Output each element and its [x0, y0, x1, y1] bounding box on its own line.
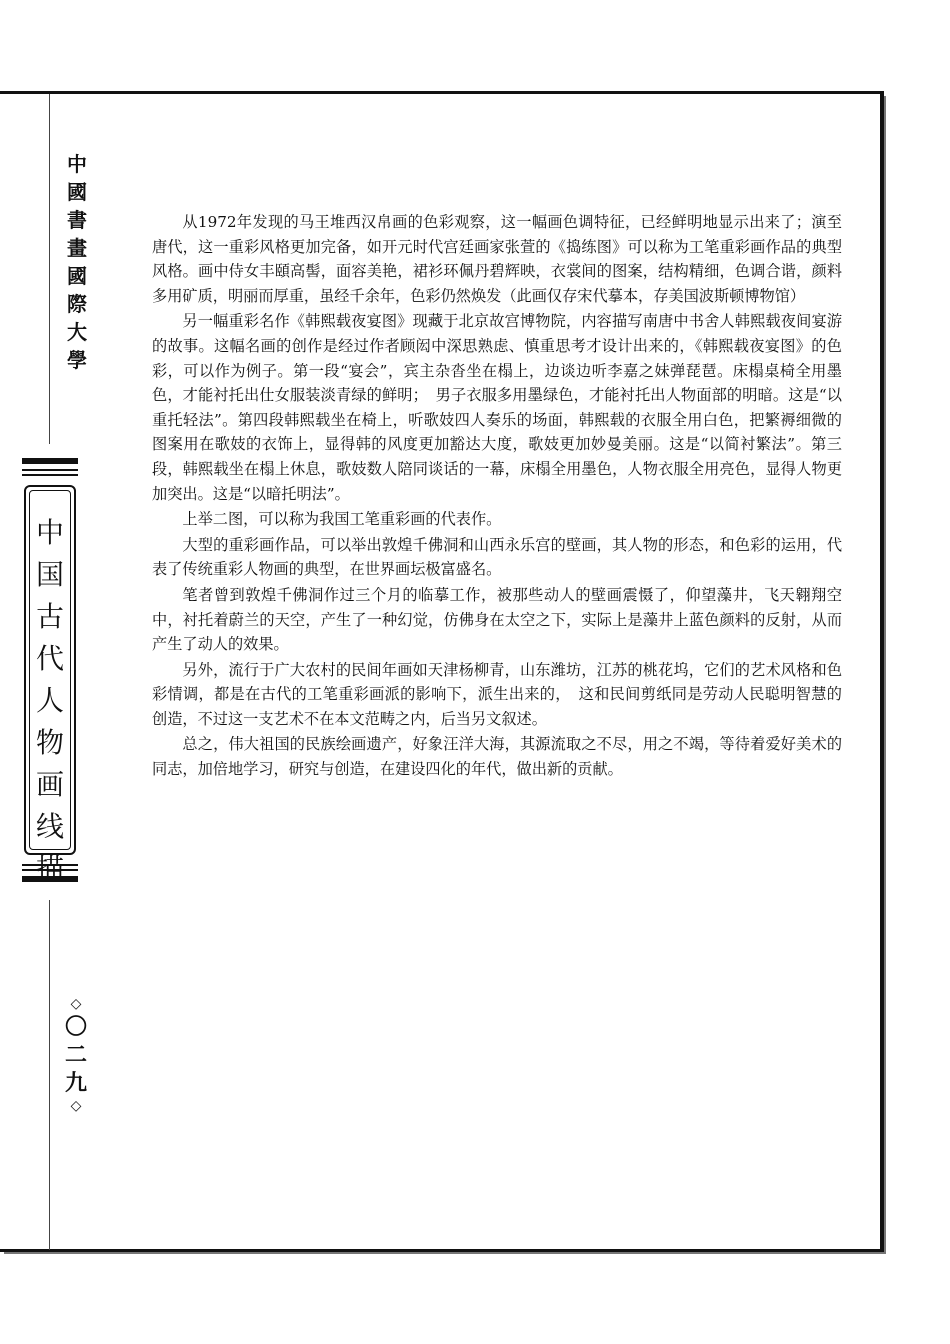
page-number [58, 995, 94, 1115]
cartouche-top-bar-thin [22, 469, 78, 471]
series-title-char: 國 [67, 180, 87, 204]
cartouche-bottom-bar-thin [22, 864, 78, 866]
series-title-char: 畫 [67, 236, 87, 260]
paragraph: 总之，伟大祖国的民族绘画遗产，好象汪洋大海，其源流取之不尽，用之不竭，等待着爱好美术的同志，加倍地学习，研究与创造，在建设四化的年代，做出新的贡献。 [152, 735, 842, 779]
paragraph: 上举二图，可以称为我国工笔重彩画的代表作。 [182, 510, 502, 529]
series-title-char: 際 [67, 292, 87, 316]
page-number-digit: 〇 [64, 1014, 87, 1040]
series-title-char: 書 [67, 208, 87, 232]
body-text [152, 210, 842, 782]
page-frame-top [0, 91, 884, 94]
book-title-char: 代 [35, 642, 64, 675]
cartouche-bottom-bar-thick [22, 876, 78, 882]
paragraph: 另外，流行于广大农村的民间年画如天津杨柳青，山东潍坊，江苏的桃花坞，它们的艺术风格和色彩情调，都是在古代的工笔重彩画派的影响下，派生出来的， 这和民间剪纸同是劳动人民聪明智慧的创造，不过这一支艺术不在本文范畴之内，后当另文叙述。 [152, 660, 842, 728]
cartouche-bottom-bar-thin [22, 869, 78, 871]
series-title [62, 150, 92, 374]
page-number-digit: 九 [64, 1070, 87, 1096]
paragraph: 笔者曾到敦煌千佛洞作过三个月的临摹工作，被那些动人的壁画震慑了，仰望藻井，飞天翱翔空中，衬托着蔚兰的天空，产生了一种幻觉，仿佛身在太空之下，实际上是藻井上蓝色颜料的反射，从而产生了动人的效果。 [152, 585, 842, 654]
book-title-char: 画 [35, 768, 64, 801]
book-title-char: 人 [35, 684, 64, 717]
paragraph: 从1972年发现的马王堆西汉帛画的色彩观察，这一幅画色调特征，已经鲜明地显示出来了；演至唐代，这一重彩风格更加完备，如开元时代宫廷画家张萱的《捣练图》可以称为工笔重彩画作品的典型风格。画中侍女丰頤高髻，面容美艳，裙衫环佩丹碧辉映，衣裳间的图案，结构精细，色调合谐，颜料多用矿质，明丽而厚重，虽经千余年，色彩仍然焕发（此画仅存宋代摹本，存美国波斯顿博物馆） [152, 213, 842, 305]
paragraph: 另一幅重彩名作《韩熙载夜宴图》现藏于北京故宫博物院，内容描写南唐中书舍人韩熙载夜间宴游的故事。这幅名画的创作是经过作者顾闳中深思熟虑、慎重思考才设计出来的，《韩熙载夜宴图》的色彩，可以作为例子。第一段“宴会”，宾主杂沓坐在榻上，边谈边听李嘉之妹弹琵琶。床榻桌椅全用墨色，才能衬托出仕女服装淡青绿的鲜明； 男子衣服多用墨绿色，才能衬托出人物面部的明暗。这是“以重托轻法”。第四段韩熙载坐在椅上，听歌妓四人奏乐的场面，韩熙载的衣服全用白色，把繁褥细微的图案用在歌妓的衣饰上，显得韩的风度更加豁达大度，歌妓更加妙曼美丽。这是“以简衬繁法”。第三段，韩熙载坐在榻上休息，歌妓数人陪同谈话的一幕，床榻全用墨色，人物衣服全用亮色，显得人物更加突出。这是“以暗托明法”。 [152, 312, 842, 503]
cartouche-top-bar-thick [22, 458, 78, 464]
book-title-char: 古 [35, 600, 64, 633]
book-title-char: 物 [35, 726, 64, 759]
book-title [30, 512, 70, 890]
book-title-char: 国 [35, 558, 64, 591]
page-frame-shadow-right [884, 96, 886, 1254]
spine-rule-upper [49, 94, 50, 444]
diamond-ornament-icon: ◇ [70, 996, 82, 1012]
series-title-char: 學 [67, 348, 87, 372]
series-title-char: 國 [67, 264, 87, 288]
page-frame-shadow-bottom [4, 1252, 886, 1254]
book-title-char: 中 [35, 516, 64, 549]
spine-rule-lower [49, 900, 50, 1250]
series-title-char: 中 [67, 152, 87, 176]
diamond-ornament-icon: ◇ [70, 1098, 82, 1114]
cartouche-top-bar-thin [22, 474, 78, 476]
series-title-char: 大 [67, 320, 87, 344]
paragraph: 大型的重彩画作品，可以举出敦煌千佛洞和山西永乐宫的壁画，其人物的形态，和色彩的运用，代表了传统重彩人物画的典型，在世界画坛极富盛名。 [152, 535, 842, 579]
page-number-digit: 二 [64, 1042, 87, 1068]
book-title-char: 线 [35, 810, 64, 843]
